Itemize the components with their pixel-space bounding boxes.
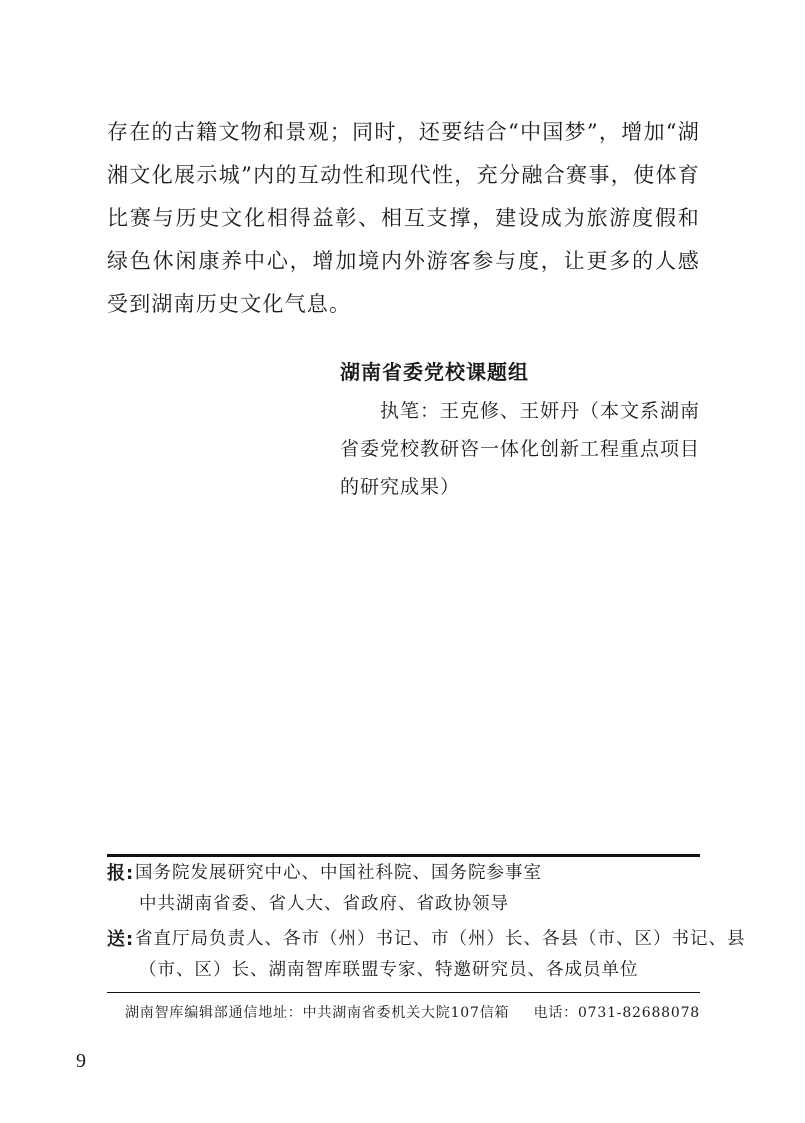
mailing-address: 湖南智库编辑部通信地址：中共湖南省委机关大院107信箱 <box>125 1005 510 1021</box>
page-number: 9 <box>76 1050 86 1072</box>
distribution-top-rule <box>107 854 700 857</box>
report-to-section <box>107 858 700 920</box>
signature-block <box>340 352 702 506</box>
phone-number: 电话：0731-82688078 <box>533 1005 700 1021</box>
report-label: 报: <box>107 863 135 884</box>
send-to-section <box>107 924 746 986</box>
author-organization: 湖南省委党校课题组 <box>340 360 529 384</box>
distribution-bottom-rule <box>107 992 700 993</box>
report-line: 国务院发展研究中心、中国社科院、国务院参事室 <box>135 863 542 883</box>
send-label: 送: <box>107 929 135 950</box>
send-line: 省直厅局负责人、各市（州）书记、市（州）长、各县（市、区）书记、县 <box>135 929 746 949</box>
body-paragraph: 存在的古籍文物和景观；同时，还要结合“中国梦”，增加“湖湘文化展示城”内的互动性和现代性，充分融合赛事，使体育比赛与历史文化相得益彰、相互支撑，建设成为旅游度假和绿色休闲康养中心，增加境内外游客参与度，让更多的人感受到湖南历史文化气息。 <box>107 120 700 316</box>
author-note: 执笔：王克修、王妍丹（本文系湖南省委党校教研咨一体化创新工程重点项目的研究成果） <box>340 400 701 498</box>
send-line: （市、区）长、湖南智库联盟专家、特邀研究员、各成员单位 <box>139 960 639 980</box>
editorial-footer <box>125 1002 700 1024</box>
report-line: 中共湖南省委、省人大、省政府、省政协领导 <box>139 894 509 914</box>
